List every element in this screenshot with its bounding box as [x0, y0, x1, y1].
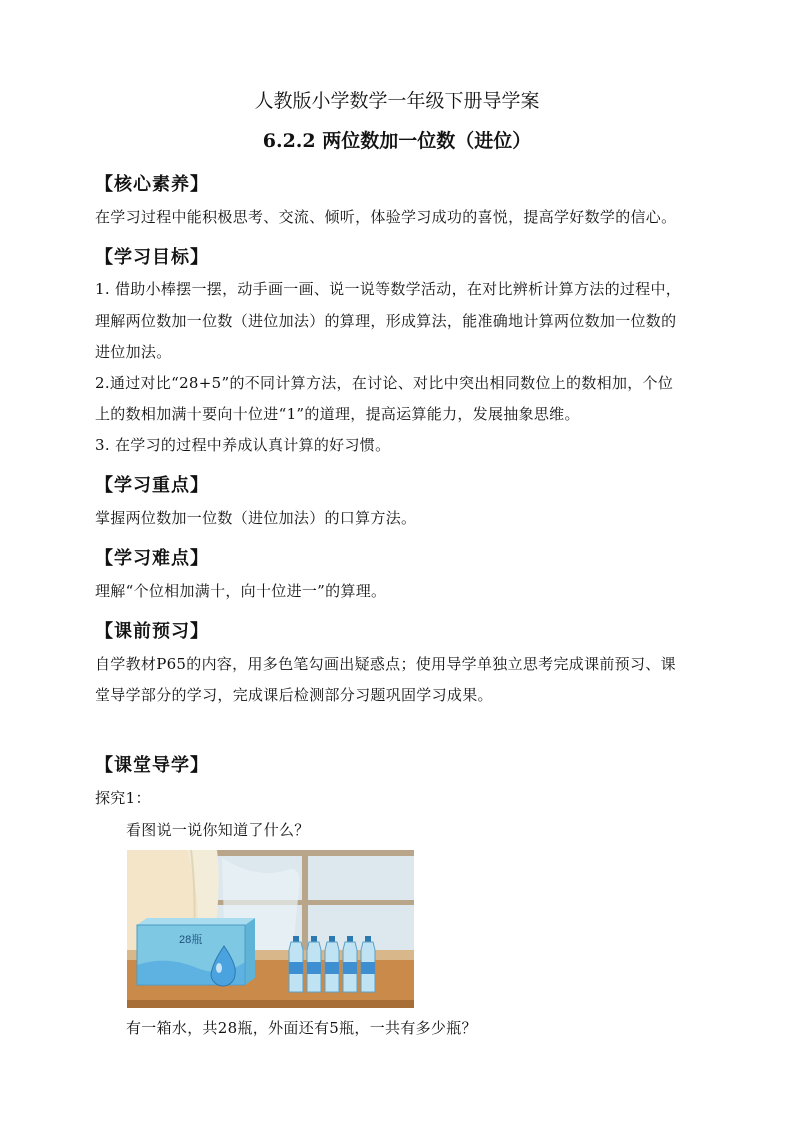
key-heading: 【学习重点】 — [95, 475, 209, 496]
lesson-subtitle: 6.2.2 两位数加一位数（进位） — [262, 130, 532, 152]
core-text: 在学习过程中能积极思考、交流、倾听，体验学习成功的喜悦，提高学好数学的信心。 — [95, 208, 677, 226]
goal-1-line-3: 进位加法。 — [95, 343, 172, 361]
bottle-2 — [307, 936, 321, 992]
goal-2-line-2: 上的数相加满十要向十位进“1”的道理，提高运算能力，发展抽象思维。 — [95, 405, 580, 423]
preview-line-2: 堂导学部分的学习，完成课后检测部分习题巩固学习成果。 — [95, 686, 493, 704]
bottles — [289, 936, 375, 992]
goals-heading: 【学习目标】 — [95, 247, 209, 268]
difficulty-heading: 【学习难点】 — [95, 548, 209, 569]
goal-1-line-1: 1. 借助小棒摆一摆，动手画一画、说一说等数学活动，在对比辨析计算方法的过程中， — [95, 280, 682, 298]
bottle-1 — [289, 936, 303, 992]
key-text: 掌握两位数加一位数（进位加法）的口算方法。 — [95, 509, 417, 527]
box-label: 28瓶 — [179, 934, 203, 946]
goal-2-line-1: 2.通过对比“28+5”的不同计算方法，在讨论、对比中突出相同数位上的数相加，个位 — [95, 374, 674, 392]
water-bottles-illustration — [127, 850, 414, 1008]
preview-line-1: 自学教材P65的内容，用多色笔勾画出疑惑点；使用导学单独立思考完成课前预习、课 — [95, 655, 676, 673]
picture-prompt: 看图说一说你知道了什么？ — [126, 821, 310, 839]
core-heading: 【核心素养】 — [95, 174, 209, 195]
preview-heading: 【课前预习】 — [95, 621, 209, 642]
water-box — [137, 918, 255, 986]
bottle-4 — [343, 936, 357, 992]
classroom-heading: 【课堂导学】 — [95, 755, 209, 776]
explore-label: 探究1： — [95, 789, 151, 807]
word-problem: 有一箱水，共28瓶，外面还有5瓶，一共有多少瓶？ — [126, 1019, 477, 1037]
bottle-5 — [361, 936, 375, 992]
document-title: 人教版小学数学一年级下册导学案 — [254, 90, 540, 112]
difficulty-text: 理解“个位相加满十，向十位进一”的算理。 — [95, 582, 387, 600]
bottle-3 — [325, 936, 339, 992]
goal-1-line-2: 理解两位数加一位数（进位加法）的算理，形成算法，能准确地计算两位数加一位数的 — [95, 312, 677, 330]
goal-3: 3. 在学习的过程中养成认真计算的好习惯。 — [95, 436, 391, 454]
